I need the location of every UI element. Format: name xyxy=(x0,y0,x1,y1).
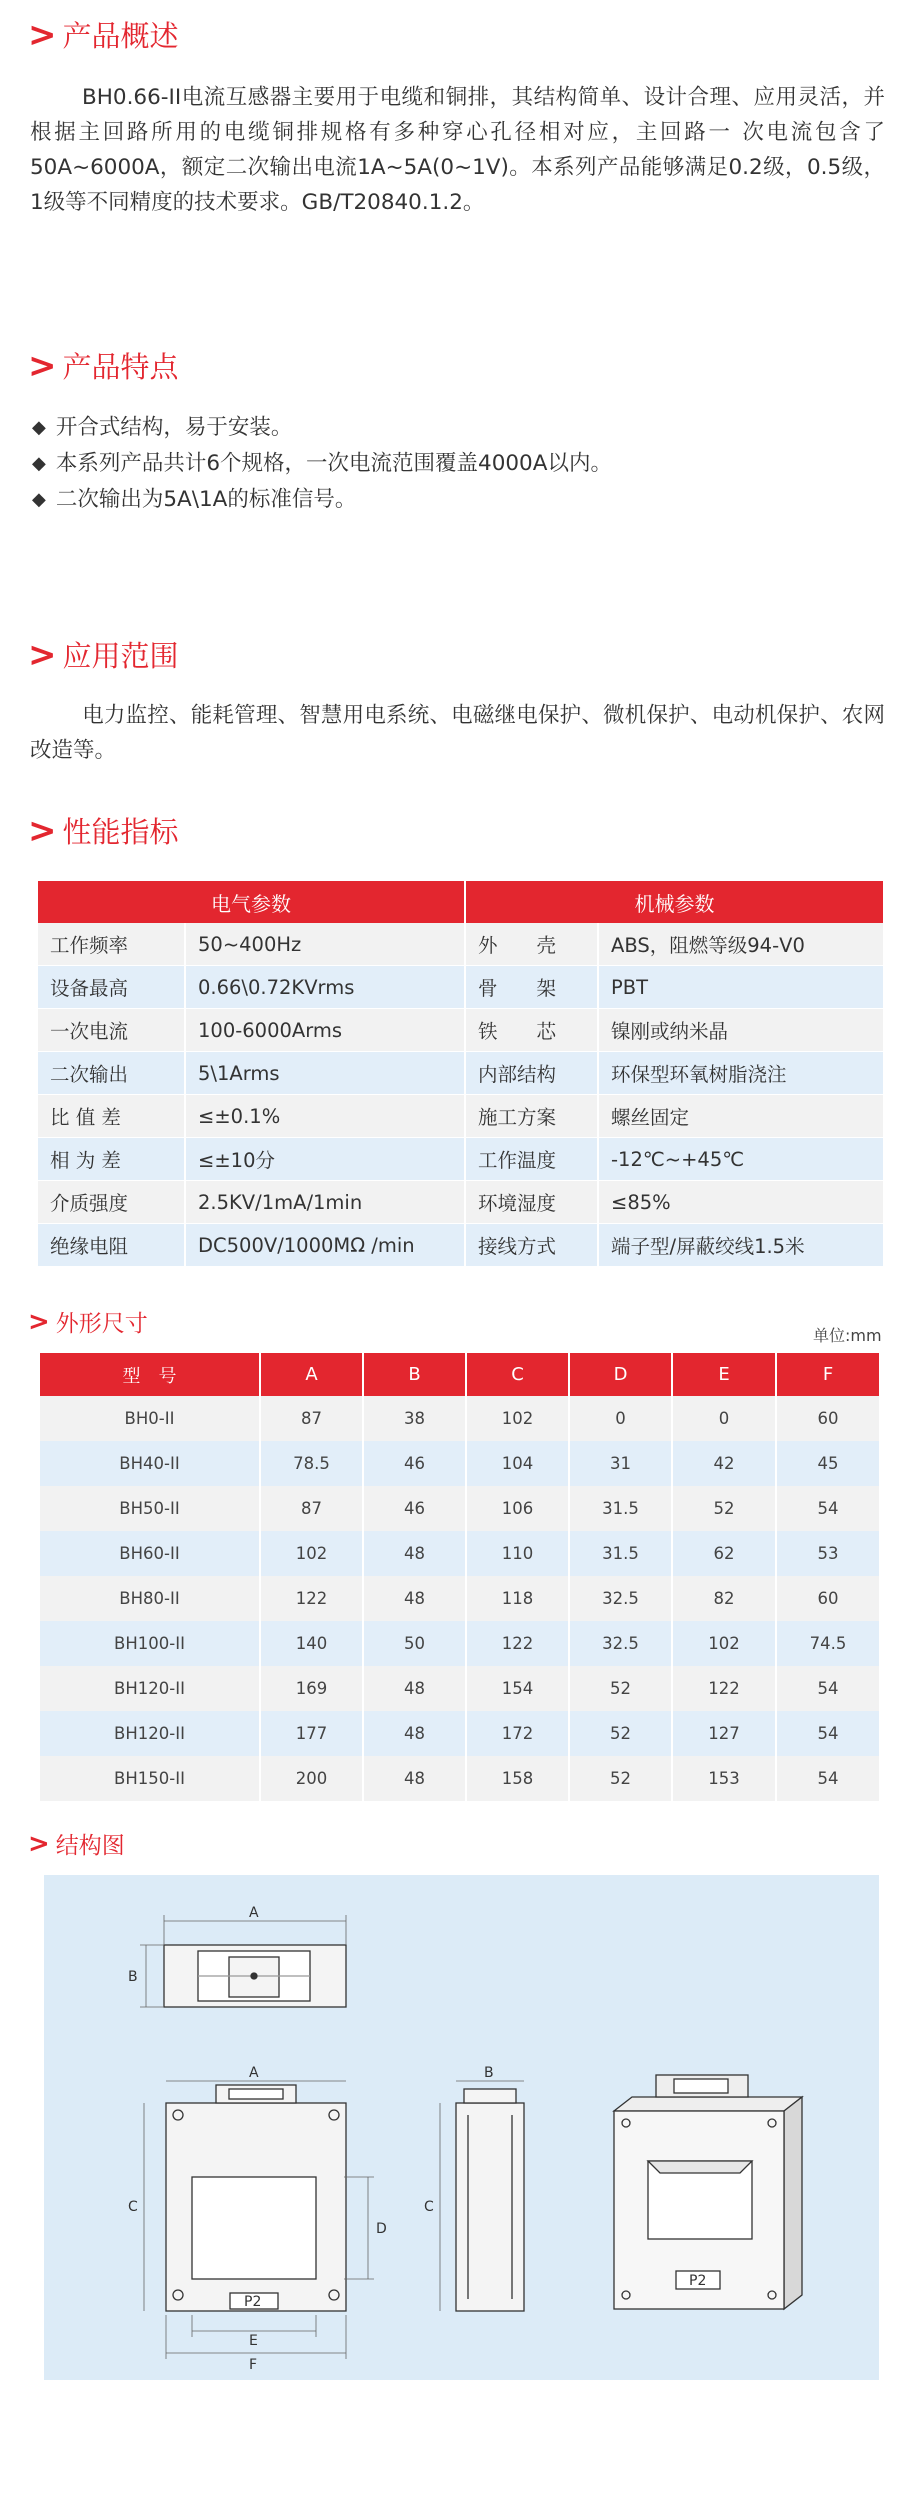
chevron-right-icon: > xyxy=(28,1306,50,1337)
dimension-cell: 0 xyxy=(672,1396,776,1441)
model-cell: BH0-II xyxy=(40,1396,260,1441)
param-name-cell: 接线方式 xyxy=(465,1224,598,1267)
dimension-cell: 60 xyxy=(776,1396,880,1441)
dimension-cell: 31.5 xyxy=(569,1531,672,1576)
param-value-cell: 100-6000Arms xyxy=(185,1009,465,1052)
overview-paragraph xyxy=(30,80,885,220)
dimension-cell: 45 xyxy=(776,1441,880,1486)
dimension-cell: 78.5 xyxy=(260,1441,363,1486)
model-cell: BH120-II xyxy=(40,1711,260,1756)
dimension-cell: 48 xyxy=(363,1531,466,1576)
dimension-cell: 104 xyxy=(466,1441,569,1486)
dimension-cell: 31.5 xyxy=(569,1486,672,1531)
param-value-cell: PBT xyxy=(598,966,884,1009)
param-name-cell: 绝缘电阻 xyxy=(38,1224,185,1267)
table-row xyxy=(40,1711,880,1756)
dimension-cell: 48 xyxy=(363,1666,466,1711)
dimensions-table xyxy=(40,1353,881,1801)
dimension-cell: 38 xyxy=(363,1396,466,1441)
param-name-cell: 施工方案 xyxy=(465,1095,598,1138)
param-name-cell: 外 壳 xyxy=(465,923,598,966)
table-row xyxy=(40,1756,880,1801)
param-value-cell: 50~400Hz xyxy=(185,923,465,966)
table-row xyxy=(38,1138,884,1181)
table-row xyxy=(38,1009,884,1052)
diamond-bullet-icon: ◆ xyxy=(32,417,46,438)
dimension-cell: 31 xyxy=(569,1441,672,1486)
param-value-cell: 5\1Arms xyxy=(185,1052,465,1095)
table-row xyxy=(38,1095,884,1138)
param-name-cell: 设备最高 xyxy=(38,966,185,1009)
param-name-cell: 内部结构 xyxy=(465,1052,598,1095)
structure-heading-text: 结构图 xyxy=(55,1833,125,1859)
table-row xyxy=(38,1224,884,1267)
dimension-cell: 102 xyxy=(672,1621,776,1666)
model-cell: BH40-II xyxy=(40,1441,260,1486)
unit-label: 单位:mm xyxy=(813,1326,882,1345)
performance-table xyxy=(38,881,885,1267)
electrical-params-header: 电气参数 xyxy=(38,881,465,923)
param-value-cell: ≤±0.1% xyxy=(185,1095,465,1138)
param-name-cell: 骨 架 xyxy=(465,966,598,1009)
label-e: E xyxy=(249,2333,258,2349)
dimension-cell: 102 xyxy=(466,1396,569,1441)
feature-text: 本系列产品共计6个规格，一次电流范围覆盖4000A以内。 xyxy=(55,451,612,476)
dimension-cell: 53 xyxy=(776,1531,880,1576)
chevron-right-icon: > xyxy=(28,634,57,675)
applications-heading-text: 应用范围 xyxy=(62,639,179,673)
dimension-cell: 87 xyxy=(260,1486,363,1531)
param-value-cell: 0.66\0.72KVrms xyxy=(185,966,465,1009)
dimension-cell: 106 xyxy=(466,1486,569,1531)
list-item xyxy=(32,446,612,482)
label-b: B xyxy=(484,2065,494,2081)
dimension-cell: 52 xyxy=(569,1666,672,1711)
label-a: A xyxy=(249,2065,259,2081)
column-header: E xyxy=(672,1353,776,1396)
diamond-bullet-icon: ◆ xyxy=(32,489,46,510)
chevron-right-icon: > xyxy=(28,345,57,386)
param-value-cell: 环保型环氧树脂浇注 xyxy=(598,1052,884,1095)
table-row xyxy=(40,1531,880,1576)
top-view-drawing xyxy=(140,1915,346,2007)
column-header: A xyxy=(260,1353,363,1396)
label-b: B xyxy=(128,1969,138,1985)
dimension-cell: 60 xyxy=(776,1576,880,1621)
model-cell: BH100-II xyxy=(40,1621,260,1666)
table-row xyxy=(38,1052,884,1095)
table-row xyxy=(38,966,884,1009)
label-p2: P2 xyxy=(244,2294,262,2310)
dimension-cell: 127 xyxy=(672,1711,776,1756)
dimension-cell: 50 xyxy=(363,1621,466,1666)
param-value-cell: ≤85% xyxy=(598,1181,884,1224)
applications-heading xyxy=(28,634,179,675)
mechanical-params-header: 机械参数 xyxy=(465,881,884,923)
dimension-cell: 200 xyxy=(260,1756,363,1801)
label-c: C xyxy=(128,2199,138,2215)
chevron-right-icon: > xyxy=(28,1828,50,1859)
param-value-cell: DC500V/1000MΩ /min xyxy=(185,1224,465,1267)
table-row xyxy=(40,1396,880,1441)
label-a: A xyxy=(249,1905,259,1921)
param-name-cell: 介质强度 xyxy=(38,1181,185,1224)
dimension-cell: 122 xyxy=(672,1666,776,1711)
param-value-cell: ≤±10分 xyxy=(185,1138,465,1181)
dimension-cell: 62 xyxy=(672,1531,776,1576)
table-row xyxy=(40,1621,880,1666)
dimension-cell: 177 xyxy=(260,1711,363,1756)
applications-paragraph xyxy=(30,698,885,768)
dimension-cell: 52 xyxy=(569,1711,672,1756)
dimension-cell: 52 xyxy=(672,1486,776,1531)
list-item xyxy=(32,482,612,518)
param-value-cell: 螺丝固定 xyxy=(598,1095,884,1138)
feature-text: 开合式结构，易于安装。 xyxy=(55,415,293,440)
structure-diagram xyxy=(44,1875,879,2380)
dimension-cell: 82 xyxy=(672,1576,776,1621)
label-f: F xyxy=(249,2357,258,2373)
front-view-drawing xyxy=(144,2081,374,2359)
applications-text: 电力监控、能耗管理、智慧用电系统、电磁继电保护、微机保护、电动机保护、农网改造等。 xyxy=(30,703,885,763)
param-name-cell: 工作温度 xyxy=(465,1138,598,1181)
list-item xyxy=(32,410,612,446)
param-name-cell: 二次输出 xyxy=(38,1052,185,1095)
features-list xyxy=(32,410,612,518)
dimension-cell: 54 xyxy=(776,1486,880,1531)
structure-diagram-svg xyxy=(44,1875,879,2380)
dimension-cell: 87 xyxy=(260,1396,363,1441)
features-heading-text: 产品特点 xyxy=(62,350,179,384)
column-header: C xyxy=(466,1353,569,1396)
label-d: D xyxy=(376,2221,387,2237)
param-name-cell: 环境湿度 xyxy=(465,1181,598,1224)
overview-heading-text: 产品概述 xyxy=(62,19,179,53)
performance-heading-text: 性能指标 xyxy=(62,815,179,849)
param-value-cell: ABS，阻燃等级94-V0 xyxy=(598,923,884,966)
dimension-cell: 32.5 xyxy=(569,1576,672,1621)
dimension-cell: 48 xyxy=(363,1711,466,1756)
dimension-cell: 158 xyxy=(466,1756,569,1801)
model-cell: BH120-II xyxy=(40,1666,260,1711)
chevron-right-icon: > xyxy=(28,810,57,851)
label-c: C xyxy=(424,2199,434,2215)
column-header: D xyxy=(569,1353,672,1396)
overview-heading xyxy=(28,14,179,55)
param-value-cell: 镍刚或纳米晶 xyxy=(598,1009,884,1052)
dimension-cell: 154 xyxy=(466,1666,569,1711)
dimension-cell: 46 xyxy=(363,1486,466,1531)
table-row xyxy=(40,1441,880,1486)
structure-heading xyxy=(28,1827,125,1860)
dimensions-heading-text: 外形尺寸 xyxy=(55,1311,148,1337)
label-p2: P2 xyxy=(689,2273,707,2289)
column-header: F xyxy=(776,1353,880,1396)
model-cell: BH60-II xyxy=(40,1531,260,1576)
dimensions-heading xyxy=(28,1305,148,1338)
model-cell: BH50-II xyxy=(40,1486,260,1531)
dimension-cell: 118 xyxy=(466,1576,569,1621)
param-name-cell: 工作频率 xyxy=(38,923,185,966)
param-name-cell: 铁 芯 xyxy=(465,1009,598,1052)
side-view-drawing xyxy=(440,2081,524,2311)
column-header: B xyxy=(363,1353,466,1396)
dimension-cell: 54 xyxy=(776,1711,880,1756)
dimension-cell: 42 xyxy=(672,1441,776,1486)
dimension-cell: 122 xyxy=(260,1576,363,1621)
dimension-cell: 153 xyxy=(672,1756,776,1801)
param-value-cell: 2.5KV/1mA/1min xyxy=(185,1181,465,1224)
dimension-cell: 169 xyxy=(260,1666,363,1711)
performance-heading xyxy=(28,810,179,851)
dimension-cell: 48 xyxy=(363,1756,466,1801)
param-value-cell: 端子型/屏蔽绞线1.5米 xyxy=(598,1224,884,1267)
table-row xyxy=(38,923,884,966)
dimension-cell: 122 xyxy=(466,1621,569,1666)
model-cell: BH80-II xyxy=(40,1576,260,1621)
param-name-cell: 相 为 差 xyxy=(38,1138,185,1181)
chevron-right-icon: > xyxy=(28,14,57,55)
dimension-cell: 74.5 xyxy=(776,1621,880,1666)
dimension-cell: 110 xyxy=(466,1531,569,1576)
overview-text: BH0.66-II电流互感器主要用于电缆和铜排，其结构简单、设计合理、应用灵活，并根据主回路所用的电缆铜排规格有多种穿心孔径相对应，主回路一 次电流包含了50A~6000A，额定二次输出电流1A~5A(0~1V)。本系列产品能够满足0.2级，0.5级，1级等不同精度的技术要求。GB/T20840.1.2。 xyxy=(30,85,885,215)
column-header: 型 号 xyxy=(40,1353,260,1396)
table-row xyxy=(40,1486,880,1531)
perspective-view-drawing xyxy=(614,2075,802,2309)
feature-text: 二次输出为5A\1A的标准信号。 xyxy=(55,487,357,512)
dimension-cell: 52 xyxy=(569,1756,672,1801)
dimension-cell: 54 xyxy=(776,1666,880,1711)
param-name-cell: 比 值 差 xyxy=(38,1095,185,1138)
param-name-cell: 一次电流 xyxy=(38,1009,185,1052)
diamond-bullet-icon: ◆ xyxy=(32,453,46,474)
table-row xyxy=(38,1181,884,1224)
dimension-cell: 0 xyxy=(569,1396,672,1441)
dimension-cell: 32.5 xyxy=(569,1621,672,1666)
table-row xyxy=(40,1666,880,1711)
features-heading xyxy=(28,345,179,386)
dimension-cell: 102 xyxy=(260,1531,363,1576)
table-row xyxy=(40,1576,880,1621)
dimension-cell: 54 xyxy=(776,1756,880,1801)
dimension-cell: 172 xyxy=(466,1711,569,1756)
dimension-cell: 46 xyxy=(363,1441,466,1486)
param-value-cell: -12℃~+45℃ xyxy=(598,1138,884,1181)
dimension-cell: 140 xyxy=(260,1621,363,1666)
model-cell: BH150-II xyxy=(40,1756,260,1801)
dimension-cell: 48 xyxy=(363,1576,466,1621)
